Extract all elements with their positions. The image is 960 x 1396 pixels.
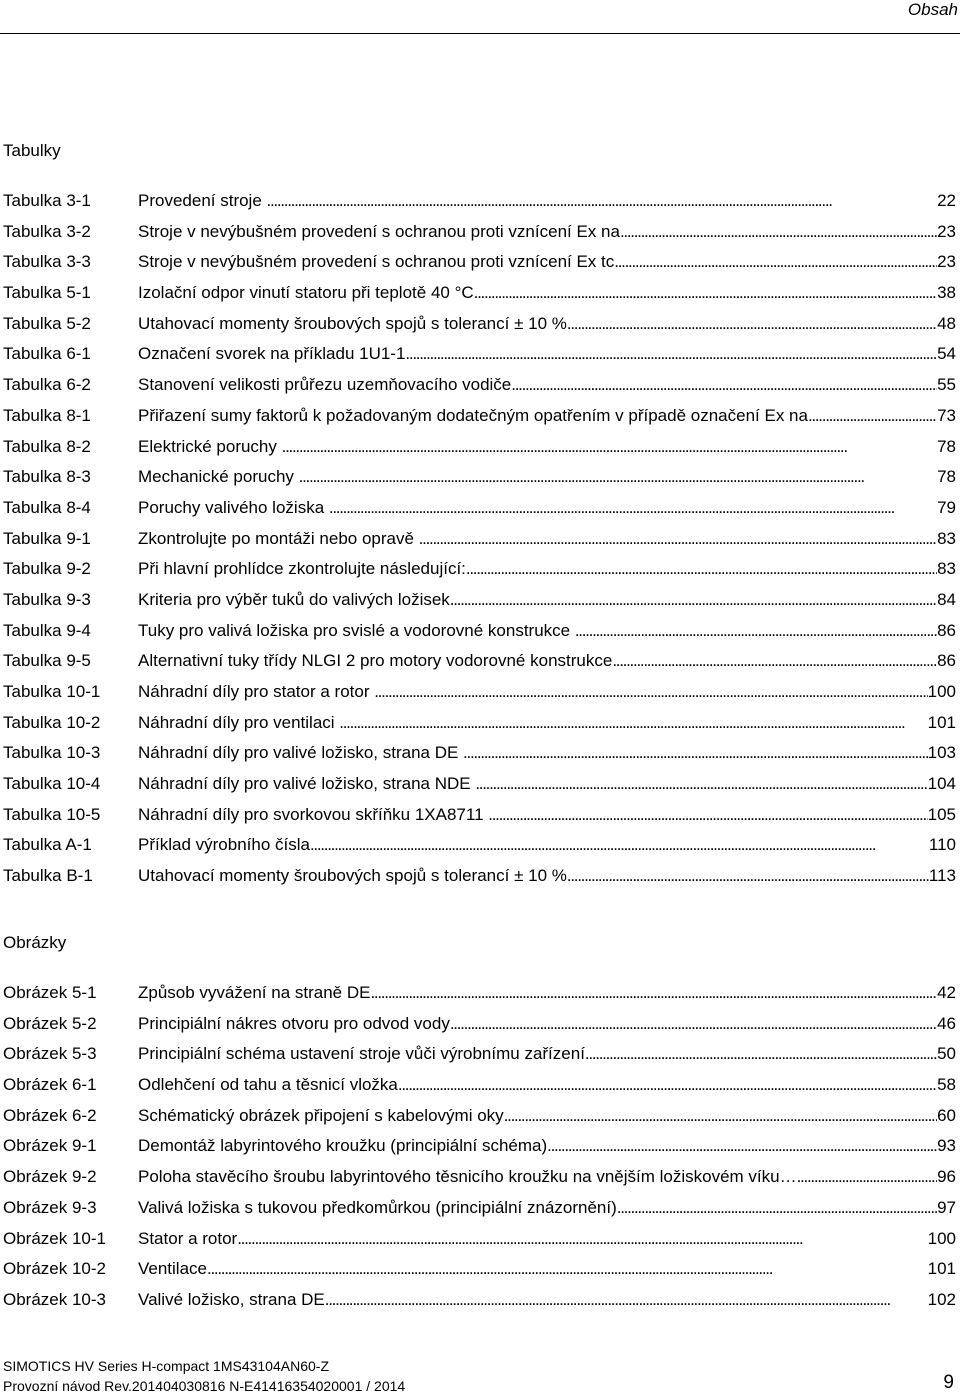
figure-entry[interactable] [3,1224,956,1255]
table-entry[interactable] [3,646,956,677]
table-title: Utahovací momenty šroubových spojů s tolerancí ± 10 % [138,313,567,333]
dot-leader [474,278,937,309]
dot-leader [463,738,928,769]
table-page: 55 [937,375,956,395]
figure-page: 101 [927,1259,956,1279]
table-title: Tuky pro valivá ložiska pro svislé a vodorovné konstrukce [138,620,575,640]
table-number: Tabulka 9-4 [3,620,91,640]
dot-leader [567,861,929,892]
figures-heading: Obrázky [3,933,67,952]
table-page: 78 [937,467,956,487]
figure-title: Principiální schéma ustavení stroje vůči výrobnímu zařízení [138,1044,585,1064]
figure-page: 60 [937,1105,956,1125]
figure-title: Principiální nákres otvoru pro odvod vody [138,1013,450,1033]
dot-leader [405,339,937,370]
figure-title: Demontáž labyrintového kroužku (principiální schéma) [138,1136,548,1156]
dot-leader [617,1193,937,1224]
figure-page: 50 [937,1044,956,1064]
figure-title: Způsob vyvážení na straně DE [138,983,371,1002]
table-page: 86 [937,651,956,671]
figure-title: Valivé ložisko, strana DE [138,1289,325,1309]
table-number: Tabulka 10-1 [3,682,101,701]
figure-entry[interactable] [3,1039,956,1070]
dot-leader [237,1224,927,1255]
table-entry[interactable] [3,247,956,278]
figure-entry[interactable] [3,1009,956,1040]
table-page: 101 [927,712,956,732]
table-number: Tabulka 6-1 [3,344,91,364]
table-number: Tabulka 3-3 [3,252,91,272]
table-number: Tabulka 10-2 [3,712,101,732]
figure-entry[interactable] [3,1285,956,1316]
table-title: Přiřazení sumy faktorů k požadovaným dodatečným opatřením v případě označení Ex na [138,405,808,425]
table-title: Mechanické poruchy [138,467,299,487]
table-page: 73 [937,405,956,425]
figure-entry[interactable] [3,1162,956,1193]
table-entry[interactable] [3,370,956,401]
table-page: 79 [937,497,956,517]
figure-number: Obrázek 5-3 [3,1044,97,1064]
dot-leader [450,1009,937,1040]
dot-leader [575,616,937,647]
table-title: Stroje v nevýbušném provedení s ochranou proti vznícení Ex na [138,221,620,241]
table-page: 48 [937,313,956,333]
table-entry[interactable] [3,861,956,892]
header-rule [0,33,960,34]
table-number: Tabulka 9-2 [3,559,91,579]
table-title: Provedení stroje [138,191,267,210]
dot-leader [370,978,937,1009]
table-number: Tabulka 3-2 [3,221,91,241]
table-number: Tabulka A-1 [3,835,92,855]
table-entry[interactable] [3,585,956,616]
table-number: Tabulka 8-1 [3,405,91,425]
figure-number: Obrázek 10-3 [3,1289,106,1309]
figure-entry[interactable] [3,1193,956,1224]
table-entry[interactable] [3,462,956,493]
table-entry[interactable] [3,217,956,248]
table-number: Tabulka 9-5 [3,651,91,671]
table-entry[interactable] [3,738,956,769]
table-entry[interactable] [3,800,956,831]
table-title: Příklad výrobního čísla [138,835,310,855]
table-number: Tabulka 9-3 [3,589,91,609]
dot-leader [419,524,937,555]
figure-entry[interactable] [3,1101,956,1132]
table-title: Náhradní díly pro svorkovou skříňku 1XA8711 [138,804,489,824]
dot-leader [504,1101,937,1132]
dot-leader [267,186,938,217]
table-page: 83 [937,528,956,548]
table-entry[interactable] [3,339,956,370]
table-page: 104 [927,774,956,794]
table-title: Zkontrolujte po montáži nebo opravě [138,528,419,548]
table-title: Elektrické poruchy [138,436,282,456]
figure-page: 96 [937,1167,956,1187]
table-page: 83 [937,559,956,579]
table-entry[interactable] [3,708,956,739]
dot-leader [398,1070,937,1101]
dot-leader [310,830,929,861]
dot-leader [511,370,937,401]
table-entry[interactable] [3,769,956,800]
dot-leader [614,247,937,278]
table-page: 22 [937,191,956,210]
tables-list [3,186,956,892]
table-page: 100 [927,682,956,701]
table-number: Tabulka 5-2 [3,313,91,333]
table-entry[interactable] [3,616,956,647]
figure-page: 100 [927,1228,956,1248]
table-page: 23 [937,221,956,241]
table-number: Tabulka 8-4 [3,497,91,517]
table-title: Utahovací momenty šroubových spojů s tolerancí ± 10 % [138,866,567,886]
table-page: 103 [927,743,956,763]
figure-page: 46 [937,1013,956,1033]
figure-page: 97 [937,1197,956,1217]
table-entry[interactable] [3,432,956,463]
figure-title: Ventilace [138,1259,207,1279]
figure-number: Obrázek 6-1 [3,1075,97,1095]
dot-leader [585,1039,937,1070]
dot-leader [339,708,927,739]
table-entry[interactable] [3,830,956,861]
dot-leader [299,462,937,493]
dot-leader [466,554,937,585]
table-title: Poruchy valivého ložiska [138,497,329,517]
dot-leader [475,769,927,800]
dot-leader [547,1131,937,1162]
dot-leader [329,493,937,524]
table-page: 84 [937,589,956,609]
figure-entry[interactable] [3,1131,956,1162]
figures-list [3,978,956,1316]
dot-leader [797,1162,937,1193]
table-title: Označení svorek na příkladu 1U1-1 [138,344,406,364]
figure-title: Poloha stavěcího šroubu labyrintového těsnicího kroužku na vnějším ložiskovém víku… [138,1167,797,1187]
table-title: Kriteria pro výběr tuků do valivých ložisek [138,589,450,609]
table-number: Tabulka 10-4 [3,774,101,794]
figure-number: Obrázek 9-3 [3,1197,97,1217]
header-section-title: Obsah [907,0,958,19]
figure-page: 102 [927,1289,956,1309]
dot-leader [207,1254,928,1285]
figure-number: Obrázek 9-2 [3,1167,97,1187]
dot-leader [612,646,937,677]
dot-leader [325,1285,928,1316]
table-entry[interactable] [3,309,956,340]
dot-leader [282,432,937,463]
dot-leader [450,585,937,616]
table-number: Tabulka 10-3 [3,743,101,763]
figure-title: Schématický obrázek připojení s kabelovými oky [138,1105,504,1125]
figure-number: Obrázek 10-2 [3,1259,106,1279]
table-entry[interactable] [3,677,956,708]
table-entry[interactable] [3,401,956,432]
table-page: 54 [937,344,956,364]
dot-leader [567,309,937,340]
table-number: Tabulka 8-2 [3,436,91,456]
table-page: 86 [937,620,956,640]
figure-entry[interactable] [3,978,956,1009]
table-title: Stanovení velikosti průřezu uzemňovacího vodiče [138,375,512,395]
table-entry[interactable] [3,524,956,555]
footer-document-line: Provozní návod Rev.201404030816 N-E41416354020001 / 2014 [3,1378,406,1394]
table-number: Tabulka 5-1 [3,283,91,303]
table-page: 23 [937,252,956,272]
figure-page: 58 [937,1075,956,1095]
table-title: Náhradní díly pro valivé ložisko, strana DE [138,743,464,763]
table-title: Alternativní tuky třídy NLGI 2 pro motory vodorovné konstrukce [138,651,613,671]
table-title: Při hlavní prohlídce zkontrolujte následující: [138,559,466,579]
table-title: Izolační odpor vinutí statoru při teplotě 40 °C [138,283,474,303]
figure-number: Obrázek 10-1 [3,1228,106,1248]
table-title: Náhradní díly pro ventilaci [138,712,340,732]
figure-title: Odlehčení od tahu a těsnicí vložka [138,1075,398,1095]
figure-title: Valivá ložiska s tukovou předkomůrkou (principiální znázornění) [138,1197,617,1217]
figure-number: Obrázek 6-2 [3,1105,97,1125]
table-number: Tabulka 10-5 [3,804,101,824]
figure-number: Obrázek 9-1 [3,1136,97,1156]
table-page: 78 [937,436,956,456]
page-number: 9 [943,1372,954,1393]
table-number: Tabulka B-1 [3,866,93,886]
table-number: Tabulka 6-2 [3,375,91,395]
table-number: Tabulka 8-3 [3,467,91,487]
figure-number: Obrázek 5-1 [3,983,97,1002]
table-title: Stroje v nevýbušném provedení s ochranou proti vznícení Ex tc [138,252,615,272]
table-number: Tabulka 3-1 [3,191,91,210]
table-title: Náhradní díly pro stator a rotor [138,682,375,701]
table-page: 105 [927,804,956,824]
table-entry[interactable] [3,186,956,217]
table-page: 110 [928,835,956,855]
tables-heading: Tabulky [3,141,61,160]
dot-leader [808,401,937,432]
dot-leader [488,800,927,831]
table-entry[interactable] [3,493,956,524]
table-number: Tabulka 9-1 [3,528,91,548]
figure-page: 93 [937,1136,956,1156]
figure-page: 42 [937,983,956,1002]
table-entry[interactable] [3,278,956,309]
dot-leader [374,677,927,708]
figure-title: Stator a rotor [138,1228,238,1248]
table-page: 38 [937,283,956,303]
figure-entry[interactable] [3,1070,956,1101]
table-page: 113 [928,866,956,886]
dot-leader [620,217,937,248]
figure-entry[interactable] [3,1254,956,1285]
table-entry[interactable] [3,554,956,585]
figure-number: Obrázek 5-2 [3,1013,97,1033]
table-title: Náhradní díly pro valivé ložisko, strana NDE [138,774,476,794]
footer-product-line: SIMOTICS HV Series H-compact 1MS43104AN60-Z [3,1358,329,1374]
